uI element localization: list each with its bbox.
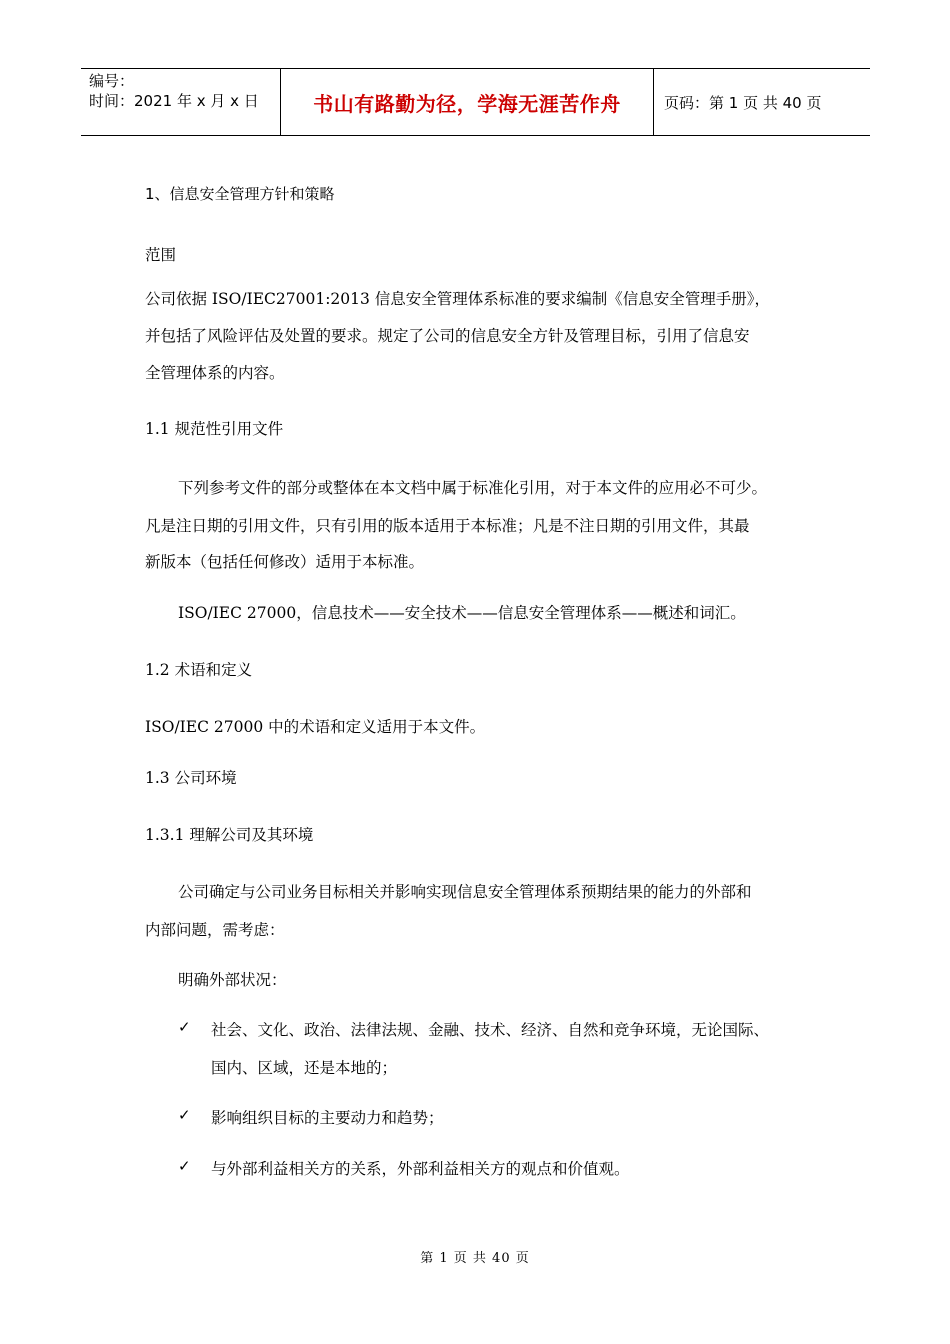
scope-title: 范围 <box>145 246 177 264</box>
checkmark-icon: ✓ <box>178 1157 191 1175</box>
scope-paragraph-line: 公司依据 ISO/IEC27001:2013 信息安全管理体系标准的要求编制《信息安全管理手册》， <box>145 290 771 308</box>
header-meta-cell <box>81 69 281 135</box>
bullet-item-line: 社会、文化、政治、法律法规、金融、技术、经济、自然和竞争环境，无论国际、 <box>211 1021 770 1039</box>
scope-paragraph-line: 全管理体系的内容。 <box>145 364 285 382</box>
document-number-label: 编号： <box>89 72 135 90</box>
bullet-item: 与外部利益相关方的关系，外部利益相关方的观点和价值观。 <box>211 1160 630 1178</box>
scope-paragraph-line: 并包括了风险评估及处置的要求。规定了公司的信息安全方针及管理目标，引用了信息安 <box>145 327 750 345</box>
section-1-3-1-paragraph-line: 公司确定与公司业务目标相关并影响实现信息安全管理体系预期结果的能力的外部和 <box>178 883 752 901</box>
document-date-label: 时间：2021 年 x 月 x 日 <box>89 92 259 110</box>
section-1-2-text: ISO/IEC 27000 中的术语和定义适用于本文件。 <box>145 718 486 736</box>
normative-reference: ISO/IEC 27000，信息技术——安全技术——信息安全管理体系——概述和词汇。 <box>178 604 746 622</box>
section-1-3-1-title: 1.3.1 理解公司及其环境 <box>145 826 314 844</box>
bullet-item: 影响组织目标的主要动力和趋势； <box>211 1109 444 1127</box>
header-slogan: 书山有路勤为径，学海无涯苦作舟 <box>313 91 621 116</box>
document-header <box>81 68 870 136</box>
section-1-1-paragraph-line: 凡是注日期的引用文件，只有引用的版本适用于本标准；凡是不注日期的引用文件，其最 <box>145 517 750 535</box>
section-1-1-title: 1.1 规范性引用文件 <box>145 420 284 438</box>
section-title: 1、信息安全管理方针和策略 <box>145 185 335 203</box>
section-1-1-paragraph-line: 新版本（包括任何修改）适用于本标准。 <box>145 553 425 571</box>
header-page-cell <box>654 69 870 135</box>
section-1-2-title: 1.2 术语和定义 <box>145 661 253 679</box>
external-conditions-label: 明确外部状况： <box>178 971 287 989</box>
section-1-3-title: 1.3 公司环境 <box>145 769 237 787</box>
section-1-1-paragraph-line: 下列参考文件的部分或整体在本文档中属于标准化引用，对于本文件的应用必不可少。 <box>178 479 768 497</box>
section-1-3-1-paragraph-line: 内部问题，需考虑： <box>145 921 285 939</box>
bullet-item-line: 国内、区域，还是本地的； <box>211 1059 398 1077</box>
header-page-info: 页码：第 1 页 共 40 页 <box>664 93 822 112</box>
header-slogan-cell <box>281 69 654 135</box>
page-footer: 第 1 页 共 40 页 <box>420 1251 530 1266</box>
checkmark-icon: ✓ <box>178 1018 191 1036</box>
checkmark-icon: ✓ <box>178 1106 191 1124</box>
